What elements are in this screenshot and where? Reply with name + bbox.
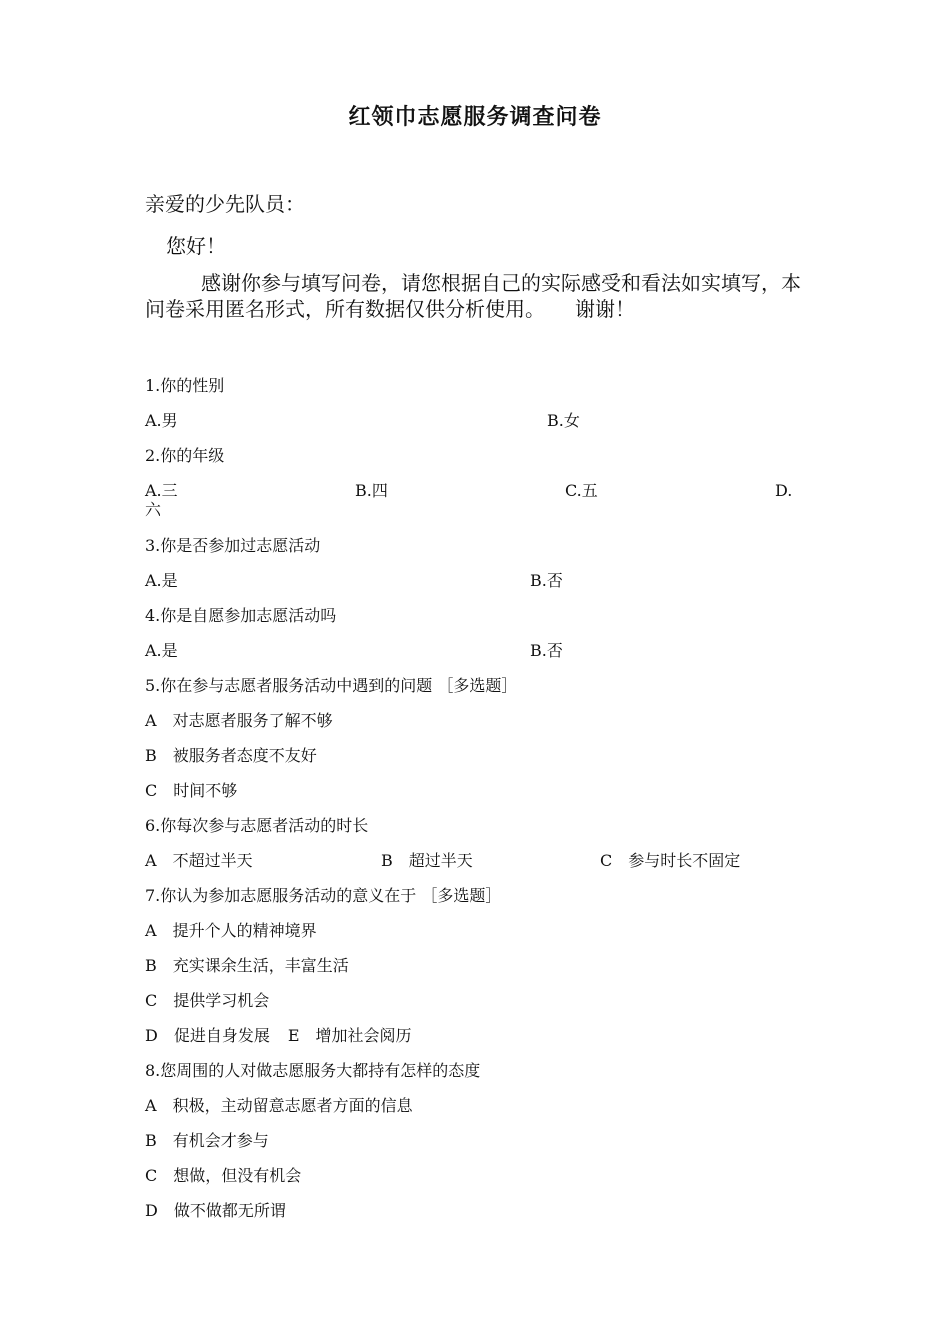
q8-option-b xyxy=(145,1131,269,1151)
q1-option-b: B.女 xyxy=(547,411,580,430)
question-5: 5.你在参与志愿者服务活动中遇到的问题 ［多选题］ xyxy=(145,676,518,695)
q2-option-a: A.三 xyxy=(145,481,178,500)
q7-option-a-letter: A xyxy=(145,921,157,940)
greeting: 亲爱的少先队员： xyxy=(145,192,305,216)
q8-option-d-letter: D xyxy=(145,1201,158,1220)
q2-option-d-label: D. xyxy=(775,481,793,500)
q8-option-b-letter: B xyxy=(145,1131,157,1150)
q7-option-c-text: 提供学习机会 xyxy=(173,991,270,1010)
intro-text: 感谢你参与填写问卷，请您根据自己的实际感受和看法如实填写，本问卷采用匿名形式，所有数据仅供分析使用。 xyxy=(145,271,801,321)
q2-option-d-text: 六 xyxy=(145,500,162,519)
q7-option-a xyxy=(145,921,317,941)
q7-option-d-letter: D xyxy=(145,1026,158,1045)
q5-option-b-letter: B xyxy=(145,746,157,765)
q5-option-b-text: 被服务者态度不友好 xyxy=(172,746,317,765)
intro-paragraph xyxy=(145,270,810,322)
q7-option-d-text: 促进自身发展 xyxy=(173,1026,270,1045)
q6-option-a xyxy=(145,851,253,871)
q7-option-b xyxy=(145,956,349,976)
q7-option-b-text: 充实课余生活，丰富生活 xyxy=(172,956,349,975)
q6-option-a-text: 不超过半天 xyxy=(172,851,253,870)
q6-option-c xyxy=(600,851,740,871)
question-2: 2.你的年级 xyxy=(145,446,225,465)
q1-option-a: A.男 xyxy=(145,411,178,430)
q6-option-b-letter: B xyxy=(381,851,393,870)
q2-option-b: B.四 xyxy=(355,481,388,500)
q4-option-b: B.否 xyxy=(530,641,563,660)
q6-option-c-letter: C xyxy=(600,851,613,870)
q6-option-a-letter: A xyxy=(145,851,157,870)
question-1: 1.你的性别 xyxy=(145,376,225,395)
q4-option-a: A.是 xyxy=(145,641,178,660)
q7-option-b-letter: B xyxy=(145,956,157,975)
q7-option-e-text: 增加社会阅历 xyxy=(315,1026,412,1045)
question-3: 3.你是否参加过志愿活动 xyxy=(145,536,321,555)
q7-option-e-letter: E xyxy=(287,1026,300,1045)
question-8: 8.您周围的人对做志愿服务大都持有怎样的态度 xyxy=(145,1061,481,1080)
q8-option-a-text: 积极，主动留意志愿者方面的信息 xyxy=(172,1096,413,1115)
question-4: 4.你是自愿参加志愿活动吗 xyxy=(145,606,337,625)
q6-option-b xyxy=(381,851,473,871)
q2-option-c: C.五 xyxy=(565,481,598,500)
q5-option-c-text: 时间不够 xyxy=(173,781,238,800)
q8-option-d-text: 做不做都无所谓 xyxy=(173,1201,286,1220)
q5-option-c xyxy=(145,781,237,801)
q3-option-b: B.否 xyxy=(530,571,563,590)
q8-option-c-letter: C xyxy=(145,1166,158,1185)
q5-option-b xyxy=(145,746,317,766)
q8-option-d xyxy=(145,1201,286,1221)
page-title: 红领巾志愿服务调查问卷 xyxy=(348,104,602,130)
q8-option-a xyxy=(145,1096,413,1116)
q7-option-c-letter: C xyxy=(145,991,158,1010)
q5-option-a-letter: A xyxy=(145,711,157,730)
q5-option-a-text: 对志愿者服务了解不够 xyxy=(172,711,333,730)
q5-option-a xyxy=(145,711,333,731)
question-6: 6.你每次参与志愿者活动的时长 xyxy=(145,816,369,835)
q6-option-c-text: 参与时长不固定 xyxy=(628,851,741,870)
question-7: 7.你认为参加志愿服务活动的意义在于 ［多选题］ xyxy=(145,886,502,905)
q8-option-c xyxy=(145,1166,301,1186)
q3-option-a: A.是 xyxy=(145,571,178,590)
q8-option-b-text: 有机会才参与 xyxy=(172,1131,269,1150)
q7-option-a-text: 提升个人的精神境界 xyxy=(172,921,317,940)
q6-option-b-text: 超过半天 xyxy=(408,851,473,870)
q5-option-c-letter: C xyxy=(145,781,158,800)
q7-option-c xyxy=(145,991,269,1011)
intro-thanks: 谢谢！ xyxy=(575,297,635,321)
q8-option-a-letter: A xyxy=(145,1096,157,1115)
q8-option-c-text: 想做，但没有机会 xyxy=(173,1166,302,1185)
q7-option-d-e xyxy=(145,1026,412,1046)
hello-text: 您好！ xyxy=(166,234,226,258)
